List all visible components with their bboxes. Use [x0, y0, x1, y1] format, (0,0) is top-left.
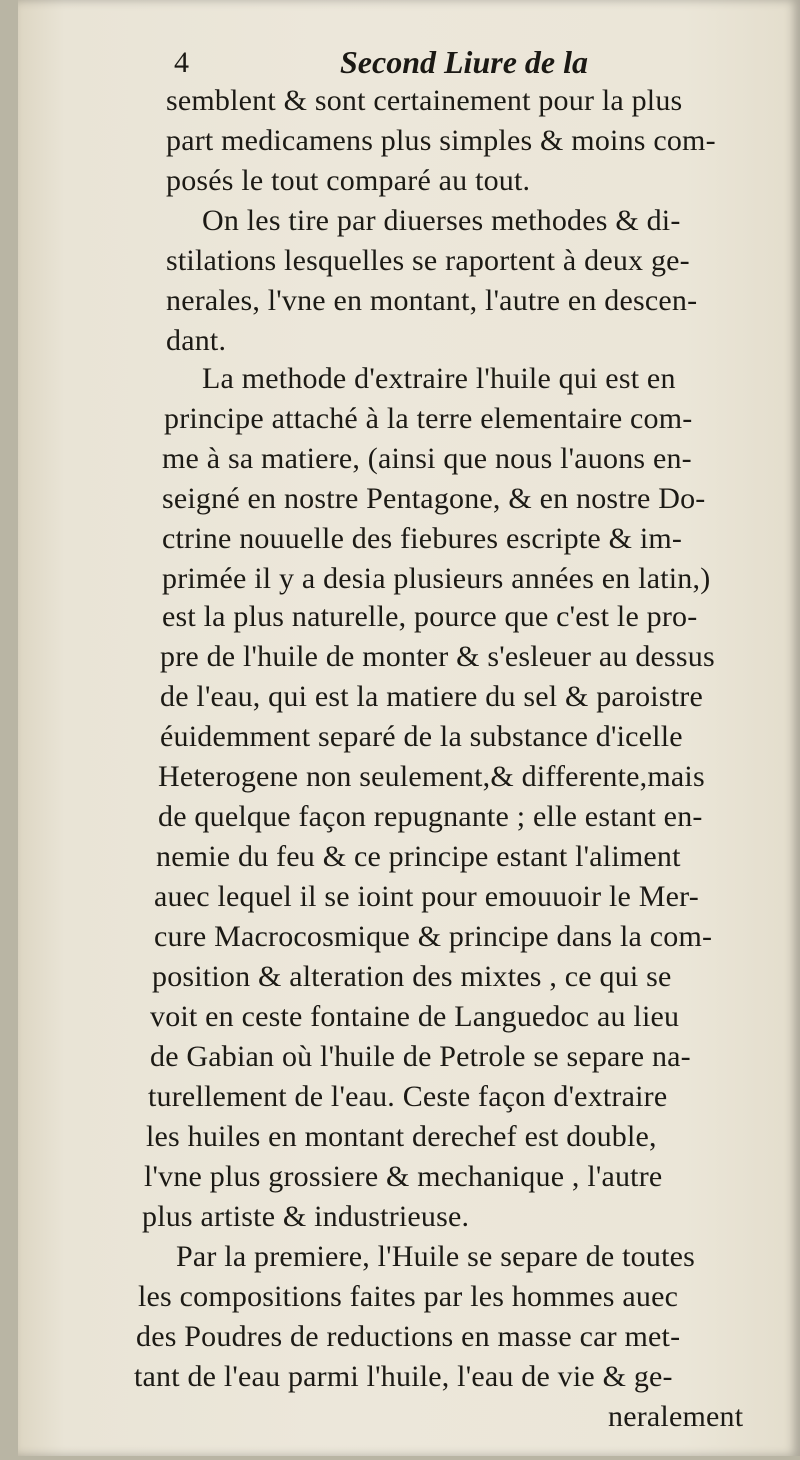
text-line: de quelque façon repugnante ; elle estant en- — [158, 800, 703, 833]
text-line: éuidemment separé de la substance d'icelle — [160, 720, 683, 753]
text-line: position & alteration des mixtes , ce qui se — [152, 960, 672, 993]
text-line: les huiles en montant derechef est double, — [146, 1120, 657, 1153]
text-line: cure Macrocosmique & principe dans la com- — [154, 920, 713, 953]
text-line: voit en ceste fontaine de Languedoc au lieu — [150, 1000, 680, 1033]
text-line: posés le tout comparé au tout. — [166, 164, 531, 197]
text-line: Par la premiere, l'Huile se separe de toutes — [176, 1240, 696, 1273]
text-line: nerales, l'vne en montant, l'autre en descen- — [166, 284, 698, 317]
text-line: nemie du feu & ce principe estant l'aliment — [156, 840, 681, 873]
text-line: primée il y a desia plusieurs années en latin,) — [162, 562, 711, 595]
text-line: dant. — [166, 324, 227, 357]
text-line: part medicamens plus simples & moins com- — [166, 124, 716, 157]
text-line: pre de l'huile de monter & s'esleuer au dessus — [160, 640, 715, 673]
text-line: turellement de l'eau. Ceste façon d'extraire — [148, 1080, 668, 1113]
text-line: l'vne plus grossiere & mechanique , l'autre — [144, 1160, 663, 1193]
page-number: 4 — [174, 46, 189, 79]
text-line: ctrine nouuelle des fiebures escripte & im- — [162, 522, 683, 555]
text-line: seigné en nostre Pentagone, & en nostre Do- — [162, 482, 706, 515]
text-line: de Gabian où l'huile de Petrole se separe na- — [150, 1040, 691, 1073]
text-line: auec lequel il se ioint pour emouuoir le Mer- — [154, 880, 699, 913]
book-page — [18, 0, 800, 1456]
text-line: me à sa matiere, (ainsi que nous l'auons en- — [162, 442, 692, 475]
text-line: tant de l'eau parmi l'huile, l'eau de vie & ge- — [134, 1360, 673, 1393]
text-line: principe attaché à la terre elementaire com- — [164, 402, 693, 435]
text-line: semblent & sont certainement pour la plus — [166, 84, 683, 117]
text-line: stilations lesquelles se raportent à deux ge- — [166, 244, 690, 277]
text-line: La methode d'extraire l'huile qui est en — [202, 362, 676, 395]
text-line: plus artiste & industrieuse. — [142, 1200, 470, 1233]
page-header — [18, 44, 800, 88]
text-line: Heterogene non seulement,& differente,mais — [158, 760, 705, 793]
text-line: On les tire par diuerses methodes & di- — [202, 204, 681, 237]
text-line: les compositions faites par les hommes auec — [138, 1280, 679, 1313]
text-line: neralement — [608, 1400, 744, 1433]
text-line: de l'eau, qui est la matiere du sel & paroistre — [160, 680, 703, 713]
text-line: des Poudres de reductions en masse car met- — [136, 1320, 681, 1353]
text-line: est la plus naturelle, pource que c'est le pro- — [162, 600, 698, 633]
running-head: Second Liure de la — [340, 44, 588, 80]
